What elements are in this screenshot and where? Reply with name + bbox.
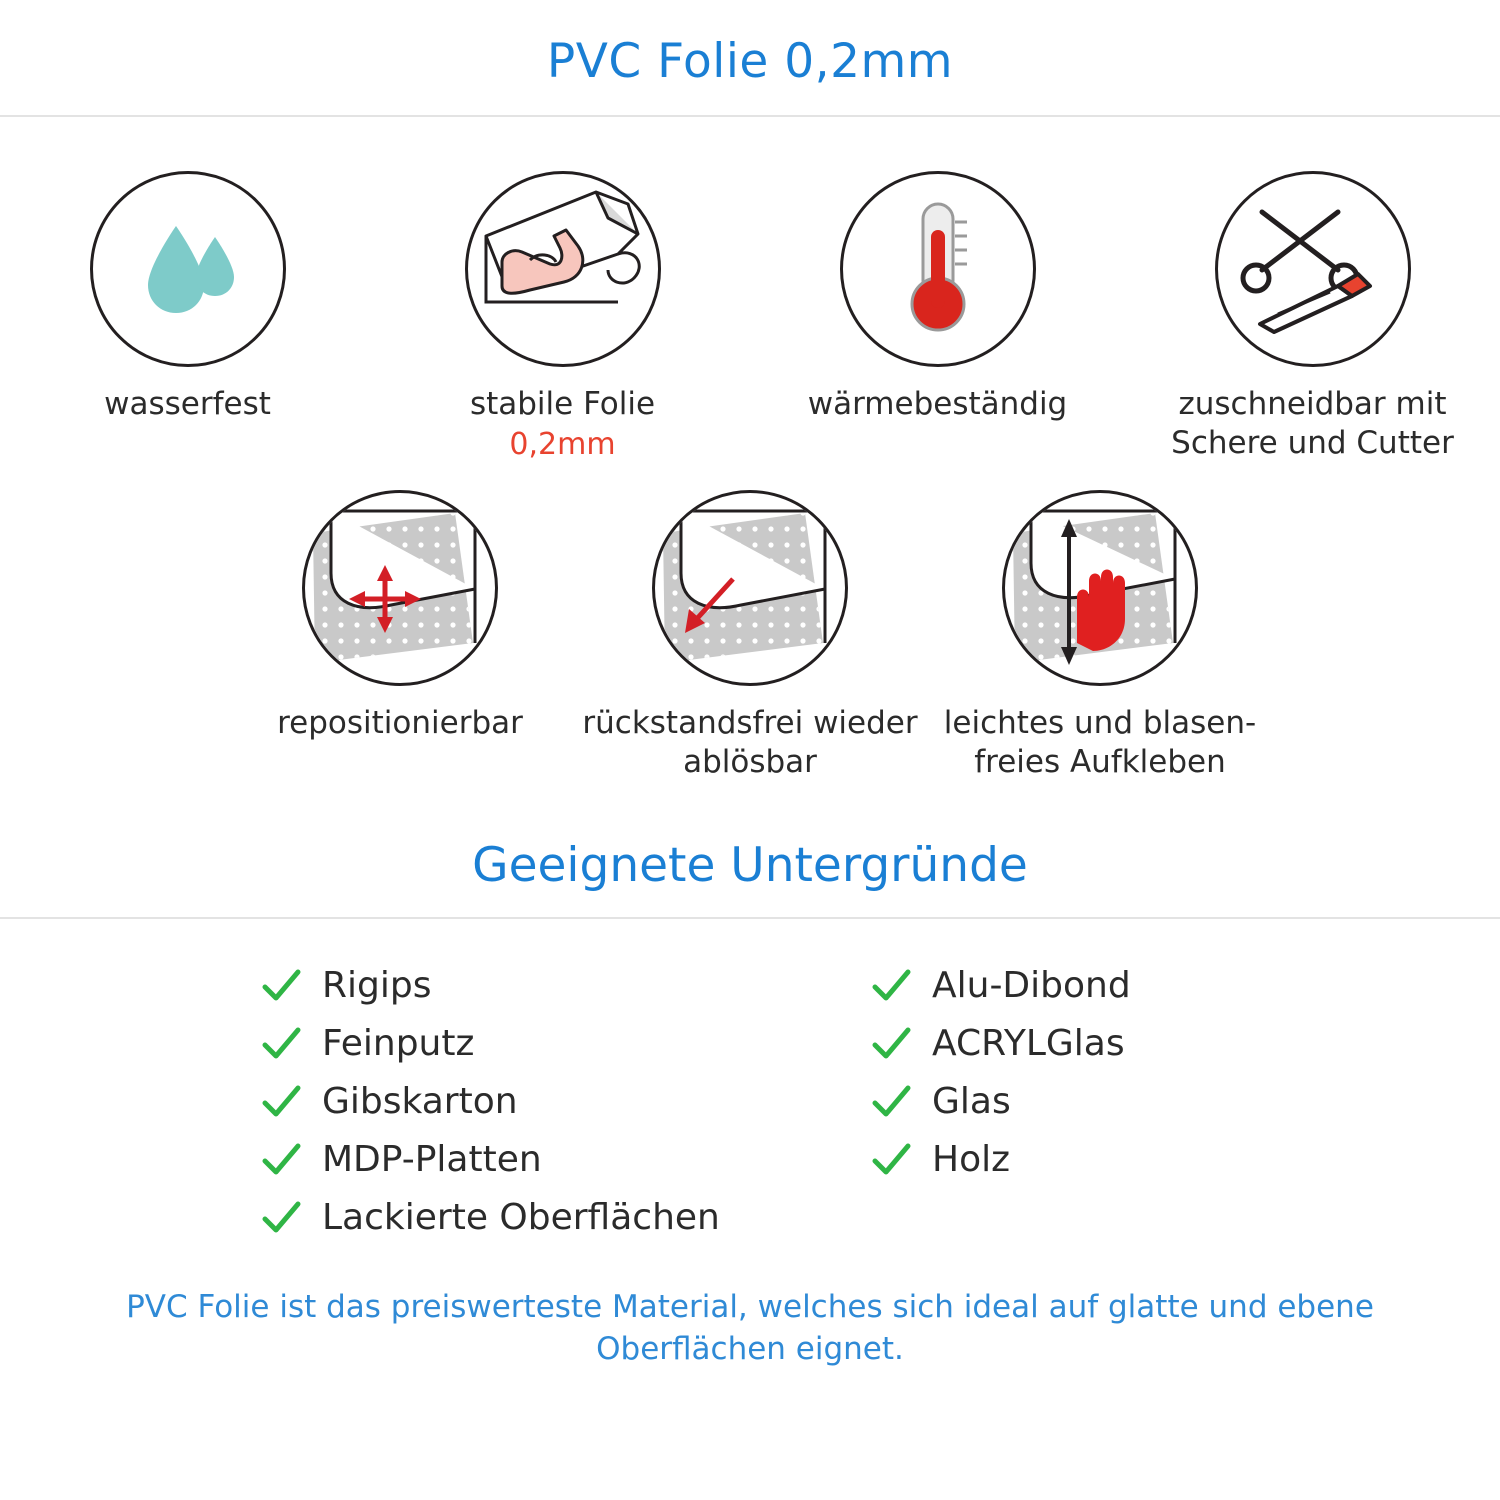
water-drops-icon bbox=[90, 171, 286, 367]
feature-caption bbox=[470, 385, 655, 464]
feature-label: wasserfest bbox=[104, 386, 271, 422]
list-item-label: ACRYLGlas bbox=[932, 1022, 1125, 1064]
list-item bbox=[870, 1081, 1370, 1123]
feature-row-1 bbox=[0, 171, 1500, 464]
substrates-heading: Geeignete Untergründe bbox=[472, 837, 1028, 893]
feature-caption bbox=[808, 385, 1068, 424]
list-item-label: Glas bbox=[932, 1080, 1011, 1122]
substrates-column-right bbox=[750, 965, 1370, 1255]
feature-label: leichtes und blasen- freies Aufkleben bbox=[943, 704, 1257, 780]
feature-caption bbox=[277, 704, 523, 743]
check-icon bbox=[260, 1023, 302, 1065]
page-title: PVC Folie 0,2mm bbox=[546, 34, 954, 89]
feature-label: wärmebeständig bbox=[807, 386, 1068, 422]
feature-label: repositionierbar bbox=[277, 704, 523, 741]
list-item-label: Alu-Dibond bbox=[932, 964, 1131, 1006]
feature-rueckstandsfrei bbox=[575, 490, 925, 782]
check-icon bbox=[260, 1197, 302, 1239]
strong-arm-film-icon bbox=[465, 171, 661, 367]
feature-aufkleben bbox=[925, 490, 1275, 782]
check-icon bbox=[260, 1139, 302, 1181]
reposition-arrows-icon bbox=[302, 490, 498, 686]
list-item-label: Feinputz bbox=[322, 1022, 475, 1064]
feature-waermebestaendig bbox=[750, 171, 1125, 424]
list-item bbox=[130, 1081, 750, 1123]
check-icon bbox=[870, 965, 912, 1007]
feature-section bbox=[0, 117, 1500, 782]
hand-smoothing-icon bbox=[1002, 490, 1198, 686]
list-item bbox=[130, 1023, 750, 1065]
footnote-text: PVC Folie ist das preiswerteste Material, welches sich ideal auf glatte und ebene Oberflächen eignet. bbox=[126, 1288, 1374, 1367]
feature-caption bbox=[104, 385, 271, 424]
list-item bbox=[130, 1139, 750, 1181]
check-icon bbox=[870, 1023, 912, 1065]
feature-stabile-folie bbox=[375, 171, 750, 464]
thermometer-icon bbox=[840, 171, 1036, 367]
check-icon bbox=[870, 1139, 912, 1181]
feature-caption bbox=[1143, 385, 1483, 463]
check-icon bbox=[260, 1081, 302, 1123]
peel-off-arrow-icon bbox=[652, 490, 848, 686]
header-bar bbox=[0, 0, 1500, 117]
list-item-label: Gibskarton bbox=[322, 1080, 518, 1122]
list-item-label: Lackierte Oberflächen bbox=[322, 1196, 720, 1238]
feature-wasserfest bbox=[0, 171, 375, 424]
feature-caption bbox=[930, 704, 1270, 782]
check-icon bbox=[870, 1081, 912, 1123]
feature-label: stabile Folie bbox=[469, 386, 656, 422]
list-item bbox=[870, 965, 1370, 1007]
substrates-heading-bar bbox=[0, 838, 1500, 919]
feature-sublabel: 0,2mm bbox=[509, 427, 616, 463]
substrates-column-left bbox=[130, 965, 750, 1255]
feature-zuschneidbar bbox=[1125, 171, 1500, 463]
feature-caption bbox=[580, 704, 920, 782]
feature-label: rückstandsfrei wieder ablösbar bbox=[582, 704, 918, 780]
list-item bbox=[870, 1139, 1370, 1181]
list-item bbox=[130, 1197, 750, 1239]
list-item bbox=[870, 1023, 1370, 1065]
list-item-label: Holz bbox=[932, 1138, 1010, 1180]
feature-row-2 bbox=[0, 490, 1500, 782]
substrates-section bbox=[0, 919, 1500, 1255]
scissors-cutter-icon bbox=[1215, 171, 1411, 367]
check-icon bbox=[260, 965, 302, 1007]
list-item bbox=[130, 965, 750, 1007]
feature-label: zuschneidbar mit Schere und Cutter bbox=[1171, 386, 1454, 462]
list-item-label: MDP-Platten bbox=[322, 1138, 542, 1180]
feature-repositionierbar bbox=[225, 490, 575, 743]
list-item-label: Rigips bbox=[322, 964, 432, 1006]
